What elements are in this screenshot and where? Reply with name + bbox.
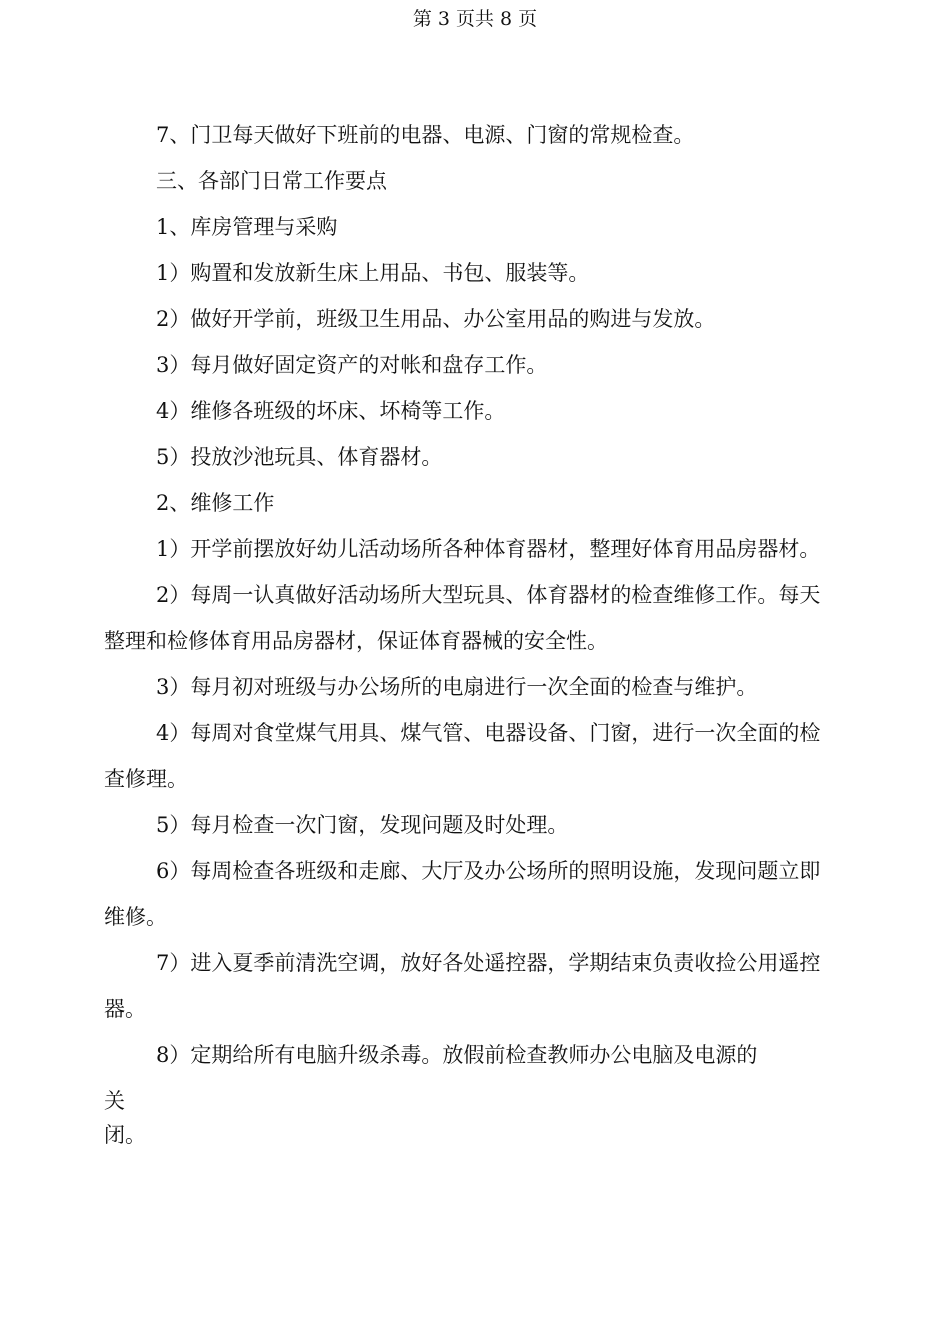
subsection-heading-maintenance: 2、维修工作 <box>156 491 275 515</box>
document-body <box>104 112 834 1152</box>
list-item: 5）投放沙池玩具、体育器材。 <box>156 445 443 469</box>
list-item: 5）每月检查一次门窗，发现问题及时处理。 <box>156 813 569 837</box>
list-item: 3）每月做好固定资产的对帐和盘存工作。 <box>156 353 548 377</box>
list-item: 3）每月初对班级与办公场所的电扇进行一次全面的检查与维护。 <box>156 675 758 699</box>
list-item: 1）购置和发放新生床上用品、书包、服装等。 <box>156 261 590 285</box>
list-item: 8）定期给所有电脑升级杀毒。放假前检查教师办公电脑及电源的 <box>156 1043 758 1067</box>
paragraph-gatekeeper-check: 7、门卫每天做好下班前的电器、电源、门窗的常规检查。 <box>156 123 695 147</box>
list-item: 4）每周对食堂煤气用具、煤气管、电器设备、门窗，进行一次全面的检查修理。 <box>104 721 821 791</box>
paragraph-continuation-line: 闭。 <box>104 1123 146 1147</box>
list-item: 1）开学前摆放好幼儿活动场所各种体育器材，整理好体育用品房器材。 <box>156 537 821 561</box>
list-item: 2）做好开学前，班级卫生用品、办公室用品的购进与发放。 <box>156 307 716 331</box>
list-item: 7）进入夏季前清洗空调，放好各处遥控器，学期结束负责收捡公用遥控器。 <box>104 951 821 1021</box>
paragraph-continuation-line: 关 <box>104 1089 125 1113</box>
section-heading-daily-work: 三、各部门日常工作要点 <box>156 169 387 193</box>
list-item: 2）每周一认真做好活动场所大型玩具、体育器材的检查维修工作。每天整理和检修体育用品房器材，保证体育器械的安全性。 <box>104 583 821 653</box>
list-item: 4）维修各班级的坏床、坏椅等工作。 <box>156 399 506 423</box>
subsection-heading-warehouse: 1、库房管理与采购 <box>156 215 338 239</box>
list-item: 6）每周检查各班级和走廊、大厅及办公场所的照明设施，发现问题立即维修。 <box>104 859 821 929</box>
page-number-header: 第 3 页共 8 页 <box>412 8 538 30</box>
